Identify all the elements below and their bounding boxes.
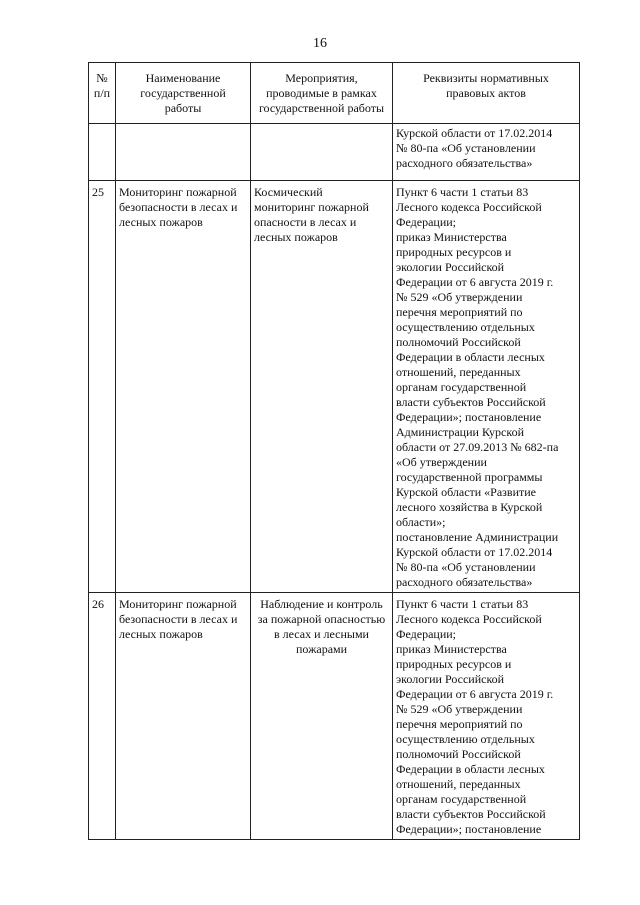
table-row [89,124,580,181]
header-legal-acts: Реквизиты нормативных правовых актов [393,63,580,124]
row-work-name: Мониторинг пожарной безопасности в лесах и лесных пожаров [116,593,251,840]
row-number: 26 [89,593,116,840]
row-number [89,124,116,181]
page-number: 16 [313,36,327,51]
row-legal-acts: Пункт 6 части 1 статьи 83 Лесного кодекса Российской Федерации; приказ Министерства природных ресурсов и экологии Российской Федерации от 6 августа 2019 г. № 529 «Об утверждении перечня мероприятий по осуществлению отдельных полномочий Российской Федерации в области лесных отношений, переданных органам государственной власти субъектов Российской Федерации»; постановление Администрации Курской области от 27.09.2013 № 682-па «Об утверждении государственной программы Курской области «Развитие лесного хозяйства в Курской области»; постановление Администрации Курской области от 17.02.2014 № 80-па «Об установлении расходного обязательства» [393,181,580,593]
row-activity: Наблюдение и контроль за пожарной опасностью в лесах и лесными пожарами [251,593,393,840]
row-activity [251,124,393,181]
row-legal-acts: Курской области от 17.02.2014 № 80-па «Об установлении расходного обязательства» [393,124,580,181]
document-table [88,62,580,840]
header-activities: Мероприятия, проводимые в рамках государственной работы [251,63,393,124]
row-activity: Космический мониторинг пожарной опасности в лесах и лесных пожаров [251,181,393,593]
header-work-name: Наименование государственной работы [116,63,251,124]
header-number: № п/п [89,63,116,124]
row-legal-acts: Пункт 6 части 1 статьи 83 Лесного кодекса Российской Федерации; приказ Министерства природных ресурсов и экологии Российской Федерации от 6 августа 2019 г. № 529 «Об утверждении перечня мероприятий по осуществлению отдельных полномочий Российской Федерации в области лесных отношений, переданных органам государственной власти субъектов Российской Федерации»; постановление [393,593,580,840]
table-row [89,593,580,840]
row-number: 25 [89,181,116,593]
row-work-name [116,124,251,181]
row-work-name: Мониторинг пожарной безопасности в лесах и лесных пожаров [116,181,251,593]
table-row [89,181,580,593]
table-header-row [89,63,580,124]
